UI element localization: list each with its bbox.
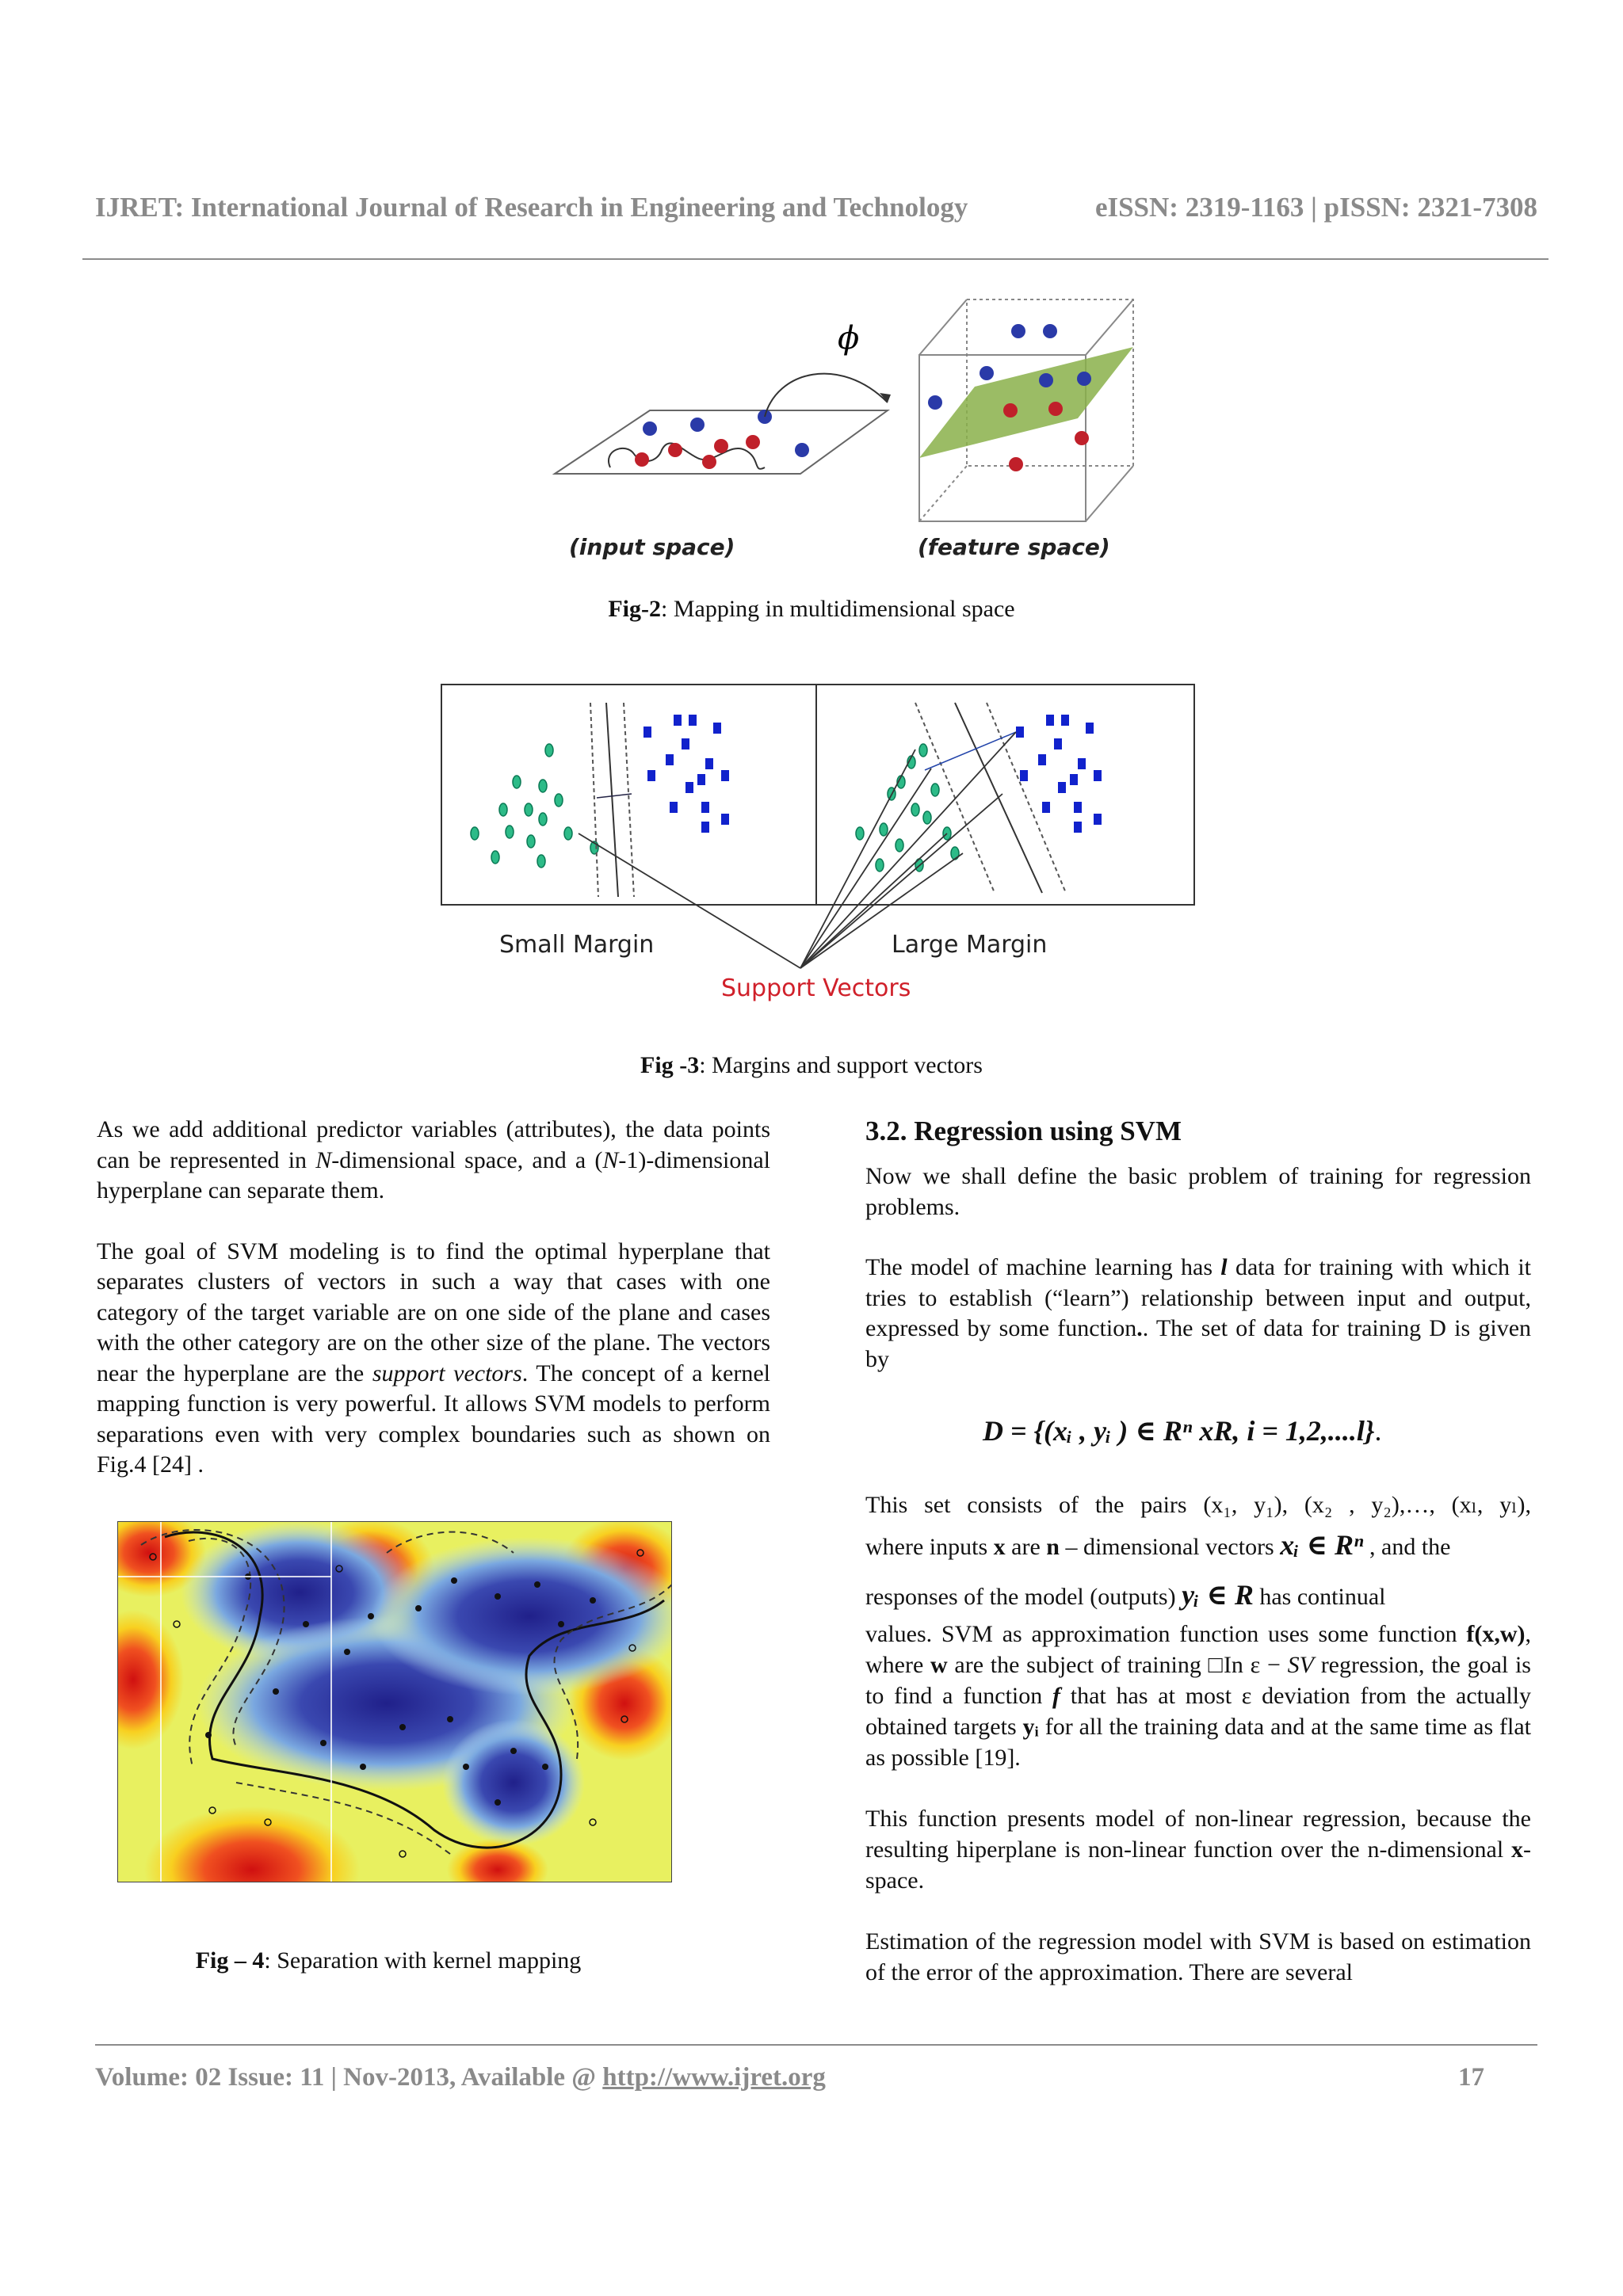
- paragraph: As we add additional predictor variables (attributes), the data points can be represented in N-dimensional space, and a (N-1)-dimensional hyperplane can separate them.: [97, 1116, 770, 1203]
- red-dot: [714, 439, 728, 453]
- figure-3: [440, 683, 1201, 1024]
- figure-2-caption: [475, 596, 1148, 623]
- red-dot: [1009, 457, 1023, 471]
- paragraph: Now we shall define the basic problem of training for regression problems.: [865, 1163, 1531, 1220]
- page-number: 17: [1458, 2063, 1484, 2092]
- caption-label: Fig – 4: [195, 1947, 265, 1974]
- red-dot: [635, 452, 649, 467]
- figure-4-caption: [95, 1947, 682, 1974]
- red-dot: [1003, 403, 1018, 418]
- section-title: 3.2. Regression using SVM: [865, 1116, 1182, 1146]
- caption-label: Fig-2: [608, 596, 662, 622]
- red-dot: [702, 455, 716, 469]
- page-header: [95, 192, 1537, 223]
- blue-dot: [1039, 373, 1053, 387]
- equation-D: D = {(xᵢ , yᵢ ) ∈ Rⁿ xR, i = 1,2,....l}.: [983, 1415, 1382, 1447]
- page-footer: [95, 2063, 826, 2092]
- blue-dot: [1077, 372, 1091, 386]
- inputs-line: where inputs x are n – dimensional vectors xᵢ ∈ Rⁿ , and the: [865, 1529, 1451, 1561]
- footer-rule: [95, 2044, 1537, 2046]
- figure-3-graphic: [440, 683, 1201, 1024]
- red-dot: [746, 435, 760, 449]
- figure-2: [491, 292, 1173, 577]
- small-margin-label: Small Margin: [499, 931, 655, 959]
- paragraph: The goal of SVM modeling is to find the optimal hyperplane that separates clusters of vectors in such a way that cases with one category of the target variable are on one side of the plane and cases with the other category are on the other size of the plane. The vectors near the hyperplane are the support vectors. The concept of a kernel mapping function is very powerful. It allows SVM models to perform separations even with very complex boundaries such as shown on Fig.4 [24] .: [97, 1238, 770, 1478]
- input-space-label: (input space): [569, 534, 735, 560]
- figure-3-caption: [475, 1052, 1148, 1079]
- journal-link[interactable]: http://www.ijret.org: [602, 2063, 826, 2092]
- blue-dot: [795, 443, 809, 457]
- figure-4-graphic: [117, 1521, 672, 1882]
- right-column-mid: [865, 1489, 1531, 2018]
- outputs-line: responses of the model (outputs) yᵢ ∈ R has continual: [865, 1579, 1386, 1611]
- issn: eISSN: 2319-1163 | pISSN: 2321-7308: [1094, 192, 1537, 223]
- blue-dot: [643, 421, 657, 436]
- caption-text: : Mapping in multidimensional space: [661, 596, 1015, 622]
- caption-label: Fig -3: [640, 1052, 700, 1078]
- pairs-line: This set consists of the pairs (x₁, y₁), (x₂ , y₂),…, (xₗ, yₗ),: [865, 1492, 1531, 1518]
- right-column-top: [865, 1161, 1531, 1405]
- figure-4: [117, 1521, 672, 1882]
- footer-text: Volume: 02 Issue: 11 | Nov-2013, Available @: [95, 2063, 603, 2092]
- blue-dot: [980, 366, 994, 380]
- red-dot: [668, 443, 682, 457]
- paragraph: This function presents model of non-linear regression, because the resulting hiperplane is non-linear function over the n-dimensional x- space.: [865, 1806, 1531, 1894]
- left-column: [97, 1115, 770, 1511]
- caption-text: : Separation with kernel mapping: [264, 1947, 582, 1974]
- red-dot: [1048, 402, 1063, 416]
- journal-title: IJRET: International Journal of Research in Engineering and Technology: [95, 192, 968, 223]
- blue-dot: [1011, 324, 1025, 338]
- red-dot: [1075, 431, 1089, 445]
- margin-panels: [441, 685, 1194, 905]
- paragraph: values. SVM as approximation function uses some function f(x,w), where w are the subject of training □In ε − SV regression, the goal is to find a function f that has at most ε deviation from the actually obtained targets yᵢ for all the training data and at the same time as flat as possible [19].: [865, 1621, 1532, 1771]
- header-rule: [82, 258, 1549, 260]
- blue-dot: [1043, 324, 1057, 338]
- large-margin-label: Large Margin: [892, 931, 1048, 959]
- phi-symbol: ϕ: [838, 320, 860, 357]
- figure-2-graphic: [491, 292, 1173, 577]
- feature-space-label: (feature space): [918, 534, 1110, 560]
- support-vectors-label: Support Vectors: [721, 974, 911, 1002]
- green-hyperplane: [919, 347, 1133, 458]
- blue-dot: [690, 418, 705, 432]
- blue-dot: [928, 395, 942, 410]
- paragraph: The model of machine learning has l data for training with which it tries to establish (“learn”) relationship between input and output, expressed by some function.. The set of data for training D is given by: [865, 1254, 1532, 1372]
- caption-text: : Margins and support vectors: [699, 1052, 983, 1078]
- paragraph: Estimation of the regression model with SVM is based on estimation of the error of the approximation. There are several: [865, 1928, 1531, 1985]
